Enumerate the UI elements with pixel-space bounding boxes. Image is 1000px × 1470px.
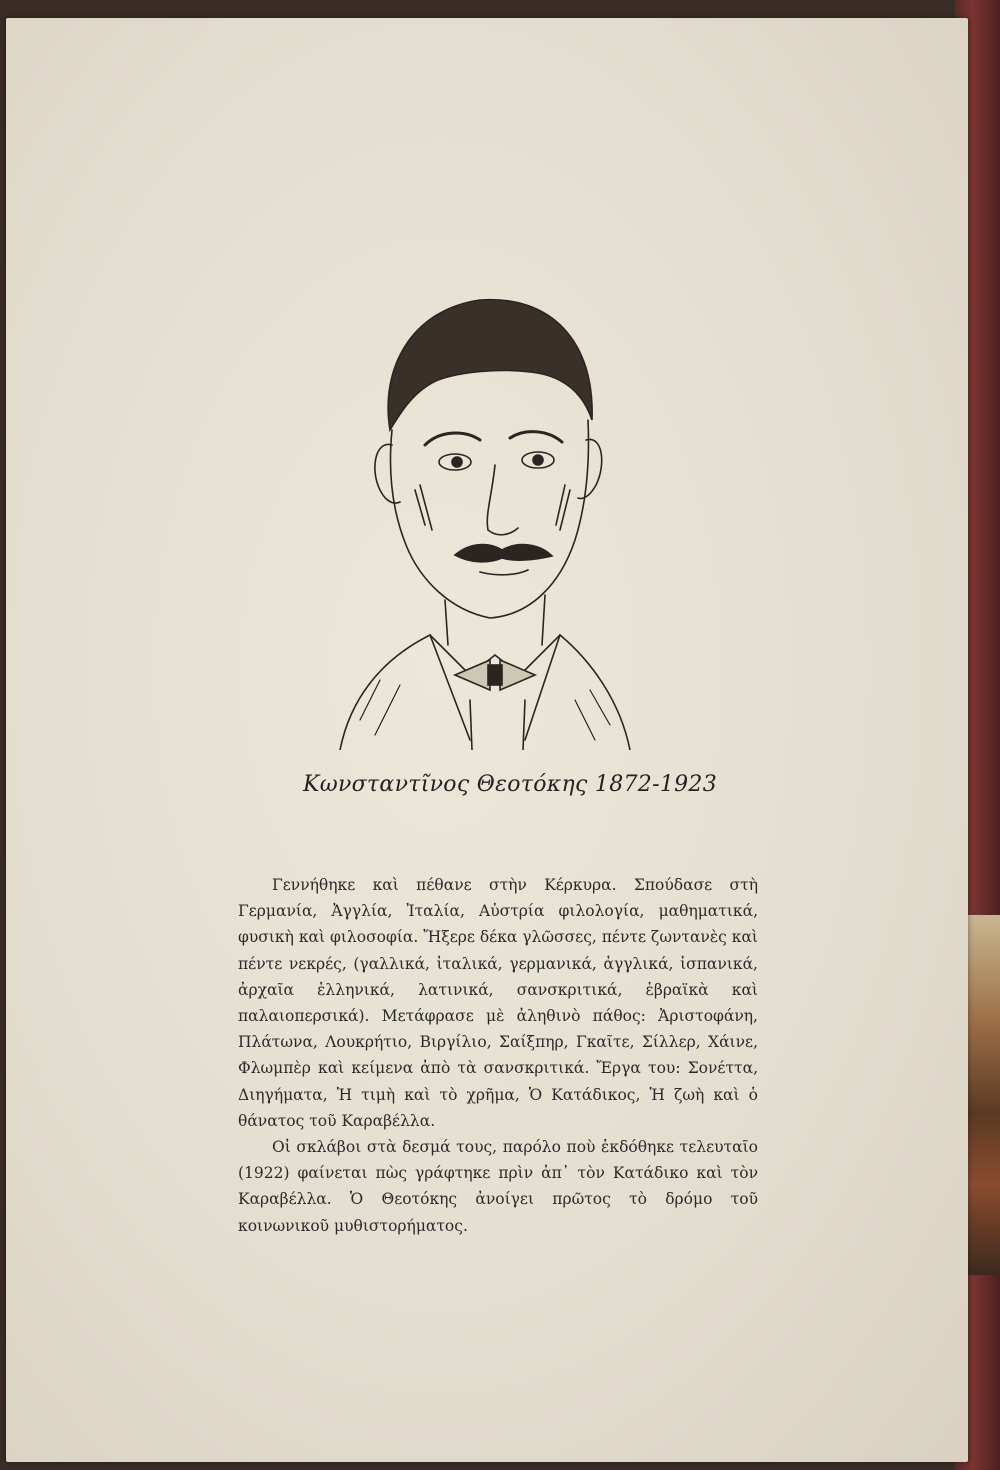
author-name: Κωνσταντῖνος Θεοτόκης bbox=[302, 772, 588, 797]
portrait-sketch-icon bbox=[320, 280, 650, 750]
bio-paragraph-2: Οἱ σκλάβοι στὰ δεσμά τους, παρόλο ποὺ ἐκδόθηκε τελευταῖο (1922) φαίνεται πὼς γράφτηκε πρὶν ἀπ᾽ τὸν Κατάδικο καὶ τὸν Καραβέλλα. Ὁ Θεοτόκης ἀνοίγει πρῶτος τὸ δρόμο τοῦ κοινωνικοῦ μυθιστορήματος. bbox=[238, 1138, 758, 1235]
bio-paragraph-1: Γεννήθηκε καὶ πέθανε στὴν Κέρκυρα. Σπούδασε στὴ Γερμανία, Ἀγγλία, Ἰταλία, Αὐστρία φιλολογία, μαθηματικά, φυσικὴ καὶ φιλοσοφία. Ἤξερε δέκα γλῶσσες, πέντε ζωντανὲς καὶ πέντε νεκρές, (γαλλικά, ἰταλικά, γερμανικά, ἀγγλικά, ἰσπανικά, ἀρχαῖα ἑλληνικά, λατινικά, σανσκριτικά, ἑβραϊκὰ καὶ παλαιοπερσικά). Μετάφρασε μὲ ἀληθινὸ πάθος: Ἀριστοφάνη, Πλάτωνα, Λουκρήτιο, Βιργίλιο, Σαίξπηρ, Γκαῖτε, Σίλλερ, Χάινε, Φλωμπὲρ καὶ κείμενα ἀπὸ τὰ σανσκριτικά. Ἔργα του: Σονέττα, Διηγήματα, Ἡ τιμὴ καὶ τὸ χρῆμα, Ὁ Κατάδικος, Ἡ ζωὴ καὶ ὁ θάνατος τοῦ Καραβέλλα. bbox=[238, 876, 758, 1130]
portrait-caption bbox=[250, 772, 770, 797]
author-biography bbox=[238, 872, 758, 1239]
author-years: 1872-1923 bbox=[594, 772, 718, 797]
